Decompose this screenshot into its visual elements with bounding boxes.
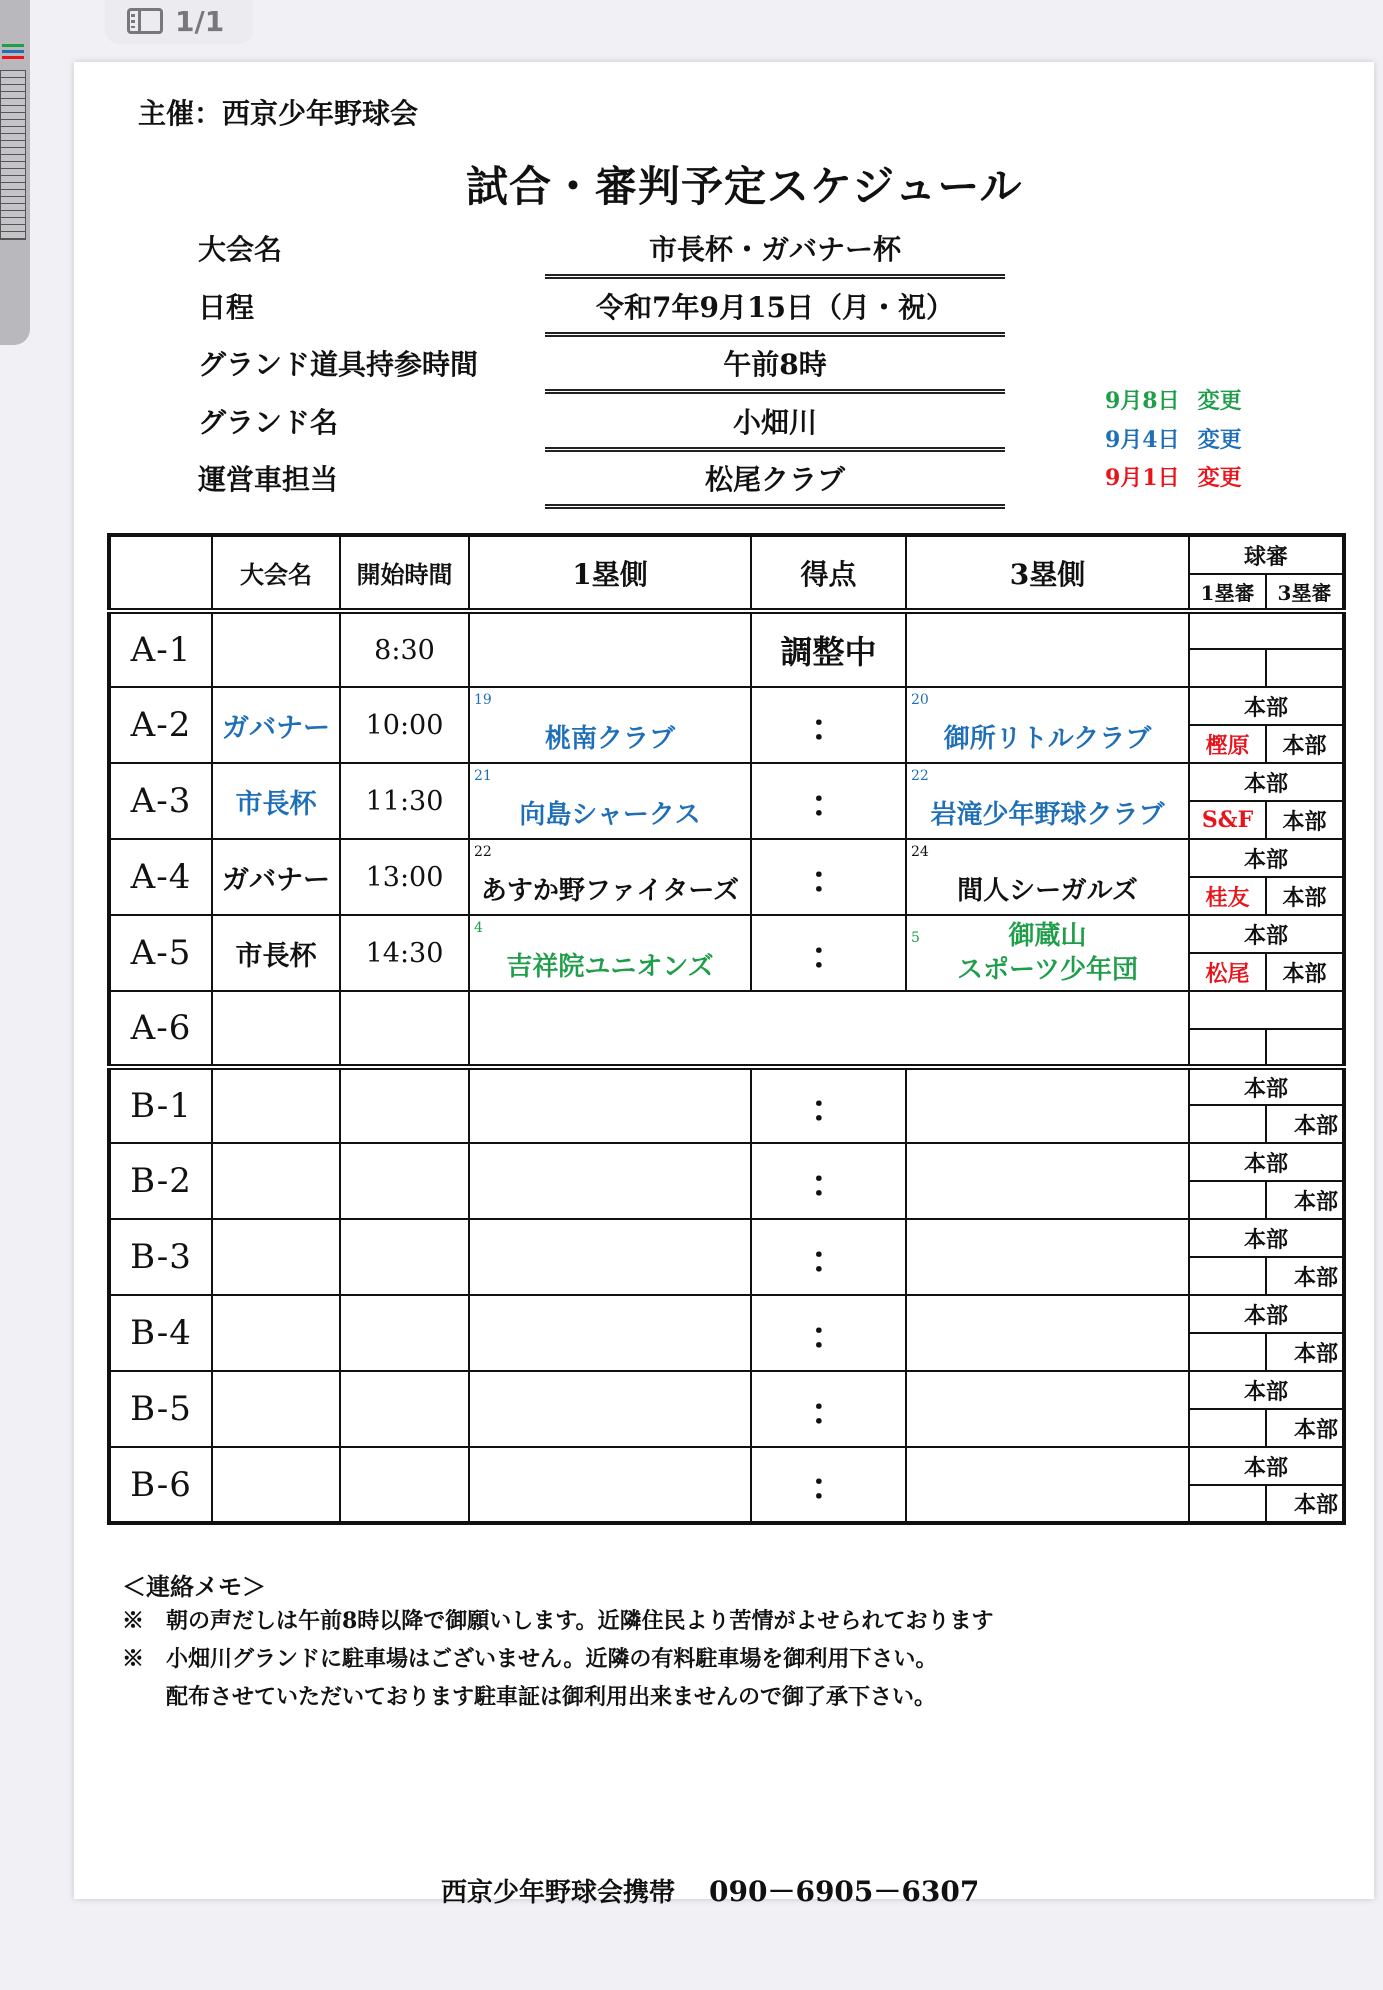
team-name: 間人シーガルズ [957, 875, 1138, 906]
first-base-umpire: 桂友 [1189, 877, 1266, 915]
third-base-umpire: 本部 [1266, 1257, 1344, 1295]
score-cell: ： [751, 1067, 906, 1143]
third-base-team [906, 763, 1189, 839]
third-base-umpire [1266, 1029, 1344, 1067]
table-row [109, 687, 1344, 725]
plate-umpire: 本部 [1189, 915, 1344, 953]
third-base-umpire: 本部 [1266, 1485, 1344, 1523]
game-id: B-6 [109, 1447, 212, 1523]
third-base-team [906, 1219, 1189, 1295]
game-id: A-4 [109, 839, 212, 915]
memo-line: ※ 小畑川グランドに駐車場はございません。近隣の有料駐車場を御利用下さい。 [122, 1646, 938, 1672]
third-base-team [906, 1447, 1189, 1523]
game-id: B-5 [109, 1371, 212, 1447]
header-first-base-umpire: 1塁審 [1189, 574, 1266, 611]
third-base-umpire: 本部 [1266, 725, 1344, 763]
table-row [109, 1219, 1344, 1257]
table-row [109, 611, 1344, 649]
first-base-team [469, 1067, 751, 1143]
memo-title: ＜連絡メモ＞ [122, 1572, 266, 1601]
game-id: B-2 [109, 1143, 212, 1219]
change-note: 9月8日 変更 [1105, 388, 1242, 414]
tournament-cell: ガバナー [212, 687, 340, 763]
first-base-team [469, 1295, 751, 1371]
table-row [109, 1295, 1344, 1333]
game-id: A-1 [109, 611, 212, 687]
game-id: A-2 [109, 687, 212, 763]
page-thumbnail-panel[interactable] [0, 0, 30, 345]
info-label-ground: グランド名 [198, 406, 339, 439]
contact-phone: 090－6905－6307 [709, 1875, 980, 1908]
header-start-time: 開始時間 [340, 535, 469, 611]
team-seed: 20 [911, 692, 929, 708]
first-base-umpire [1189, 1333, 1266, 1371]
start-time [340, 991, 469, 1067]
start-time [340, 1295, 469, 1371]
info-value-tournament: 市長杯・ガバナー杯 [545, 228, 1005, 279]
start-time [340, 1219, 469, 1295]
first-base-team [469, 763, 751, 839]
header-id [109, 535, 212, 611]
memo-line: 配布させていただいております駐車証は御利用出来ませんので御了承下さい。 [122, 1684, 937, 1710]
plate-umpire: 本部 [1189, 687, 1344, 725]
start-time: 14:30 [340, 915, 469, 991]
table-row [109, 991, 1344, 1029]
third-base-team [906, 915, 1189, 991]
tournament-cell [212, 1219, 340, 1295]
game-id: A-3 [109, 763, 212, 839]
game-id: B-1 [109, 1067, 212, 1143]
team-seed: 24 [911, 844, 929, 860]
table-row [109, 763, 1344, 801]
header-third-base-umpire: 3塁審 [1266, 574, 1344, 611]
plate-umpire: 本部 [1189, 1067, 1344, 1105]
document-title: 試合・審判予定スケジュール [466, 162, 1023, 211]
score-cell: ： [751, 1371, 906, 1447]
start-time [340, 1143, 469, 1219]
plate-umpire: 本部 [1189, 1219, 1344, 1257]
team-name: 御所リトルクラブ [943, 723, 1152, 754]
schedule-table [107, 533, 1346, 1525]
page-thumbnail-icon [127, 8, 163, 34]
game-id: B-4 [109, 1295, 212, 1371]
merged-match-cell [469, 991, 1189, 1067]
tournament-cell: ガバナー [212, 839, 340, 915]
tournament-cell [212, 1295, 340, 1371]
contact-label: 西京少年野球会携帯 [441, 1878, 676, 1908]
header-third-base-side: 3塁側 [906, 535, 1189, 611]
plate-umpire: 本部 [1189, 1143, 1344, 1181]
table-row [109, 915, 1344, 953]
info-value-vehicle: 松尾クラブ [545, 458, 1005, 509]
first-base-team [469, 611, 751, 687]
third-base-umpire: 本部 [1266, 801, 1344, 839]
tournament-cell: 市長杯 [212, 915, 340, 991]
third-base-team [906, 1067, 1189, 1143]
first-base-team [469, 915, 751, 991]
start-time [340, 1447, 469, 1523]
page-count: 1/1 [175, 4, 225, 38]
first-base-umpire [1189, 1257, 1266, 1295]
third-base-umpire: 本部 [1266, 1333, 1344, 1371]
score-cell: ： [751, 1447, 906, 1523]
score-cell: ： [751, 839, 906, 915]
tournament-cell [212, 1067, 340, 1143]
game-id: A-5 [109, 915, 212, 991]
info-value-ground: 小畑川 [545, 401, 1005, 452]
first-base-umpire [1189, 1409, 1266, 1447]
first-base-umpire: S&F [1189, 801, 1266, 839]
first-base-umpire: 樫原 [1189, 725, 1266, 763]
info-value-equipment-time: 午前8時 [545, 343, 1005, 394]
start-time [340, 1371, 469, 1447]
page-thumbnail[interactable] [0, 70, 26, 240]
first-base-team [469, 1219, 751, 1295]
third-base-team [906, 1143, 1189, 1219]
third-base-umpire: 本部 [1266, 1409, 1344, 1447]
third-base-umpire: 本部 [1266, 953, 1344, 991]
plate-umpire: 本部 [1189, 839, 1344, 877]
header-plate-umpire: 球審 [1189, 535, 1344, 574]
tournament-cell [212, 1447, 340, 1523]
organizer: 主催：西京少年野球会 [138, 97, 419, 130]
plate-umpire: 本部 [1189, 1371, 1344, 1409]
header-first-base-side: 1塁側 [469, 535, 751, 611]
score-cell: ： [751, 763, 906, 839]
start-time: 11:30 [340, 763, 469, 839]
third-base-umpire [1266, 649, 1344, 687]
first-base-team [469, 1447, 751, 1523]
score-cell: ： [751, 1143, 906, 1219]
team-seed: 5 [911, 930, 920, 946]
header-tournament: 大会名 [212, 535, 340, 611]
first-base-umpire [1189, 1029, 1266, 1067]
score-cell: ： [751, 915, 906, 991]
tournament-cell [212, 1371, 340, 1447]
first-base-team [469, 1371, 751, 1447]
info-label-equipment-time: グランド道具持参時間 [198, 348, 479, 381]
page-indicator[interactable] [105, 0, 253, 44]
team-seed: 22 [474, 844, 492, 860]
third-base-team [906, 1371, 1189, 1447]
thumbnail-change-notes [2, 44, 24, 62]
score-cell: 調整中 [751, 611, 906, 687]
table-row [109, 1371, 1344, 1409]
tournament-cell [212, 991, 340, 1067]
plate-umpire [1189, 611, 1344, 649]
table-row [109, 1447, 1344, 1485]
third-base-team [906, 687, 1189, 763]
plate-umpire: 本部 [1189, 763, 1344, 801]
first-base-team [469, 687, 751, 763]
team-name: 向島シャークス [519, 799, 701, 830]
table-row [109, 1067, 1344, 1105]
info-label-tournament: 大会名 [198, 233, 283, 266]
first-base-umpire [1189, 1485, 1266, 1523]
team-seed: 4 [474, 920, 483, 936]
header-score: 得点 [751, 535, 906, 611]
game-id: B-3 [109, 1219, 212, 1295]
team-name-line2: スポーツ少年団 [957, 955, 1138, 985]
change-note: 9月4日 変更 [1105, 427, 1242, 453]
third-base-team [906, 839, 1189, 915]
start-time: 8:30 [340, 611, 469, 687]
third-base-team [906, 1295, 1189, 1371]
plate-umpire: 本部 [1189, 1295, 1344, 1333]
team-name: 岩滝少年野球クラブ [930, 799, 1165, 830]
team-seed: 22 [911, 768, 929, 784]
team-name: 桃南クラブ [544, 723, 675, 754]
info-label-vehicle: 運営車担当 [198, 463, 339, 496]
footer-contact [441, 1870, 979, 1910]
team-name: あすか野ファイターズ [480, 875, 740, 906]
first-base-umpire [1189, 1105, 1266, 1143]
first-base-team [469, 1143, 751, 1219]
third-base-umpire: 本部 [1266, 877, 1344, 915]
tournament-cell [212, 1143, 340, 1219]
first-base-umpire: 松尾 [1189, 953, 1266, 991]
score-cell: ： [751, 1219, 906, 1295]
third-base-umpire: 本部 [1266, 1181, 1344, 1219]
first-base-team [469, 839, 751, 915]
team-name-line1: 御蔵山 [1008, 921, 1087, 951]
start-time [340, 1067, 469, 1143]
info-value-date: 令和7年9月15日（月・祝） [545, 286, 1005, 337]
tournament-cell: 市長杯 [212, 763, 340, 839]
first-base-umpire [1189, 1181, 1266, 1219]
table-row [109, 1143, 1344, 1181]
change-note: 9月1日 変更 [1105, 465, 1242, 491]
tournament-cell [212, 611, 340, 687]
third-base-team [906, 611, 1189, 687]
team-seed: 21 [474, 768, 492, 784]
team-seed: 19 [474, 692, 492, 708]
team-name: 吉祥院ユニオンズ [506, 951, 714, 982]
start-time: 10:00 [340, 687, 469, 763]
score-cell: ： [751, 1295, 906, 1371]
memo-line: ※ 朝の声だしは午前8時以降で御願いします。近隣住民より苦情がよせられております [122, 1608, 994, 1634]
start-time: 13:00 [340, 839, 469, 915]
document-page [74, 62, 1374, 1908]
plate-umpire: 本部 [1189, 1447, 1344, 1485]
plate-umpire [1189, 991, 1344, 1029]
table-row [109, 839, 1344, 877]
score-cell: ： [751, 687, 906, 763]
game-id: A-6 [109, 991, 212, 1067]
info-label-date: 日程 [198, 291, 255, 324]
first-base-umpire [1189, 649, 1266, 687]
third-base-umpire: 本部 [1266, 1105, 1344, 1143]
